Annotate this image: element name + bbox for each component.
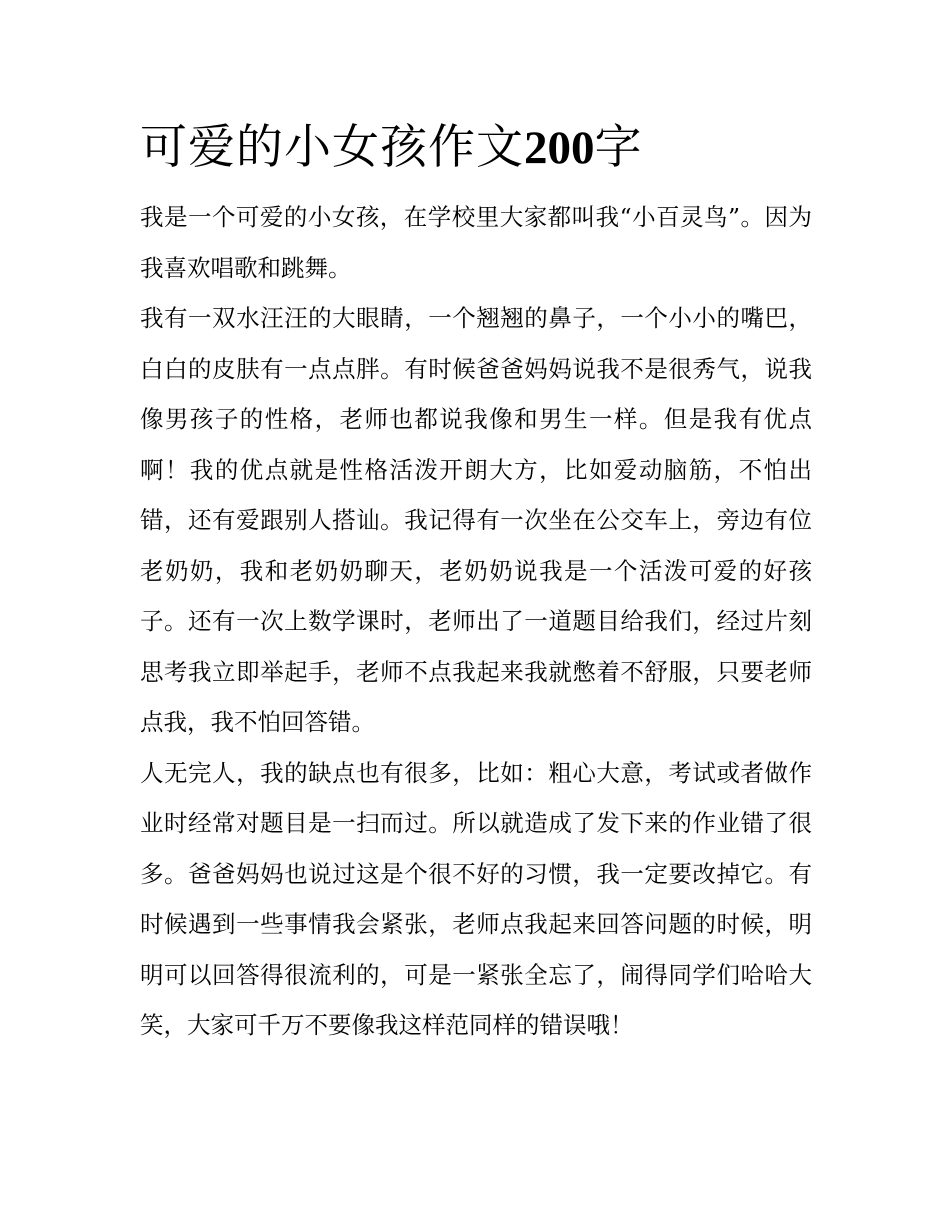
paragraph-3: 人无完人，我的缺点也有很多，比如：粗心大意，考试或者做作业时经常对题目是一扫而过。所以就造成了发下来的作业错了很多。爸爸妈妈也说过这是个很不好的习惯，我一定要改掉它。有时候遇到一些事情我会紧张，老师点我起来回答问题的时候，明明可以回答得很流利的，可是一紧张全忘了，闹得同学们哈哈大笑，大家可千万不要像我这样范同样的错误哦！ [140, 758, 812, 1039]
paragraph-1: 我是一个可爱的小女孩，在学校里大家都叫我“小百灵鸟”。因为我喜欢唱歌和跳舞。 [140, 203, 812, 282]
paragraph-2: 我有一双水汪汪的大眼睛，一个翘翘的鼻子，一个小小的嘴巴，白白的皮肤有一点点胖。有时候爸爸妈妈说我不是很秀气，说我像男孩子的性格，老师也都说我像和男生一样。但是我有优点啊！我的优点就是性格活泼开朗大方，比如爱动脑筋，不怕出错，还有爱跟别人搭讪。我记得有一次坐在公交车上，旁边有位老奶奶，我和老奶奶聊天，老奶奶说我是一个活泼可爱的好孩子。还有一次上数学课时，老师出了一道题目给我们，经过片刻思考我立即举起手，老师不点我起来我就憋着不舒服，只要老师点我，我不怕回答错。 [140, 304, 812, 736]
title-number: 200 [524, 122, 595, 174]
document-page [140, 118, 812, 1051]
title-text: 可爱的小女孩作文 [140, 120, 524, 175]
title-suffix: 字 [594, 120, 643, 175]
document-title [140, 118, 812, 178]
